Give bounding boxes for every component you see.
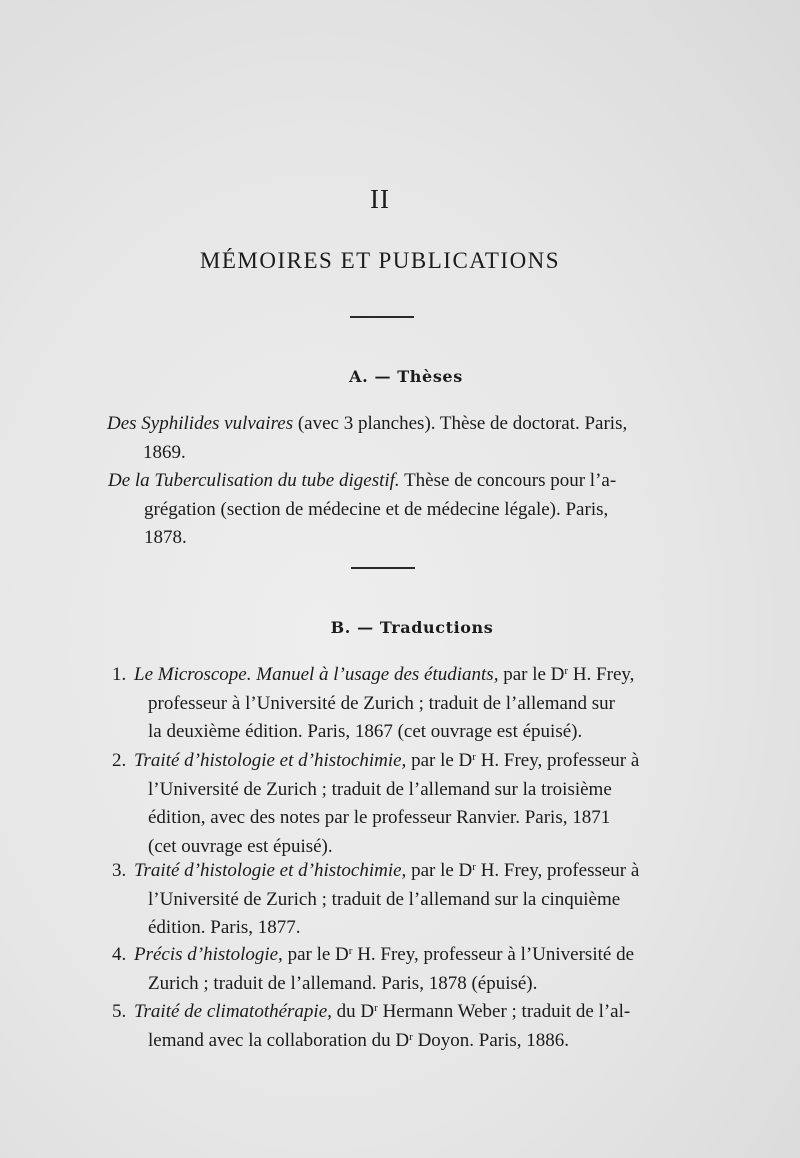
chapter-number: II [370, 184, 390, 214]
entry-line: 1878. [144, 527, 187, 548]
translation-entry [112, 661, 634, 747]
entry-line: édition, avec des notes par le professeur Ranvier. Paris, 1871 [148, 807, 611, 828]
translation-entry [112, 998, 630, 1055]
entry-line [148, 1027, 630, 1056]
translation-entry [112, 747, 639, 861]
entry-line: Zurich ; traduit de l’allemand. Paris, 1878 (épuisé). [148, 972, 538, 994]
entry-text: H. Frey, professeur à [475, 860, 640, 881]
entry-text: par le D [282, 944, 349, 965]
entry-line: l’Université de Zurich ; traduit de l’allemand sur la troisième [148, 778, 612, 800]
superscript: r [374, 1002, 378, 1014]
entry-line: grégation (section de médecine et de médecine légale). Paris, [144, 498, 609, 520]
entry-title: Précis d’histologie, [134, 944, 283, 965]
superscript: r [348, 945, 353, 957]
entry-text: H. Frey, professeur à l’Université de [352, 944, 635, 965]
entry-title: Le Microscope. Manuel à l’usage des étudiants, [134, 664, 499, 685]
entry-line: l’Université de Zurich ; traduit de l’allemand sur la cinquième [148, 888, 621, 910]
entry-text: par le D [498, 664, 565, 685]
entry-title: De la Tuberculisation du tube digestif. [108, 470, 400, 491]
entry-title: Traité d’histologie et d’histochimie, [134, 860, 407, 881]
entry-line [112, 747, 639, 776]
entry-number: 1. [112, 664, 127, 685]
entry-title: Des Syphilides vulvaires [107, 413, 294, 434]
superscript: r [472, 751, 476, 763]
section-heading-traductions: B. — Traductions [330, 618, 494, 637]
thesis-entry [108, 467, 616, 553]
entry-line: 1869. [143, 441, 186, 463]
entry-text: H. Frey, professeur à [475, 750, 640, 771]
entry-text: Thèse de concours pour l’a- [399, 470, 617, 491]
entry-line [112, 941, 634, 970]
entry-text: du D [331, 1001, 375, 1022]
superscript: r [472, 861, 476, 873]
entry-text: H. Frey, [568, 664, 635, 685]
entry-text: par le D [406, 860, 473, 881]
section-heading-theses: A. — Thèses [349, 367, 463, 386]
translation-entry [112, 941, 634, 998]
entry-text: par le D [406, 750, 473, 771]
entry-text: Doyon. Paris, 1886. [412, 1029, 570, 1051]
entry-number: 2. [112, 750, 127, 771]
entry-line: la deuxième édition. Paris, 1867 (cet ouvrage est épuisé). [148, 721, 583, 742]
entry-line [107, 410, 627, 439]
entry-number: 5. [112, 1001, 127, 1022]
superscript: r [564, 665, 569, 677]
entry-title: Traité de climatothérapie, [134, 1001, 332, 1022]
divider-rule [350, 316, 414, 318]
divider-rule [351, 567, 415, 569]
entry-text: Hermann Weber ; traduit de l’al- [377, 1001, 631, 1022]
entry-number: 4. [112, 944, 127, 965]
entry-title: Traité d’histologie et d’histochimie, [134, 750, 407, 771]
superscript: r [409, 1030, 413, 1043]
entry-line: (cet ouvrage est épuisé). [148, 835, 333, 857]
entry-line [108, 467, 616, 496]
translation-entry [112, 857, 639, 943]
entry-number: 3. [112, 860, 127, 881]
entry-line [112, 857, 639, 886]
chapter-title: MÉMOIRES ET PUBLICATIONS [199, 248, 561, 273]
entry-line: professeur à l’Université de Zurich ; traduit de l’allemand sur [148, 692, 615, 714]
entry-text: lemand avec la collaboration du D [148, 1029, 410, 1051]
entry-line [112, 661, 634, 690]
thesis-entry [107, 410, 627, 467]
entry-line: édition. Paris, 1877. [148, 917, 301, 938]
entry-text: (avec 3 planches). Thèse de doctorat. Paris, [293, 413, 628, 434]
entry-line [112, 998, 630, 1027]
